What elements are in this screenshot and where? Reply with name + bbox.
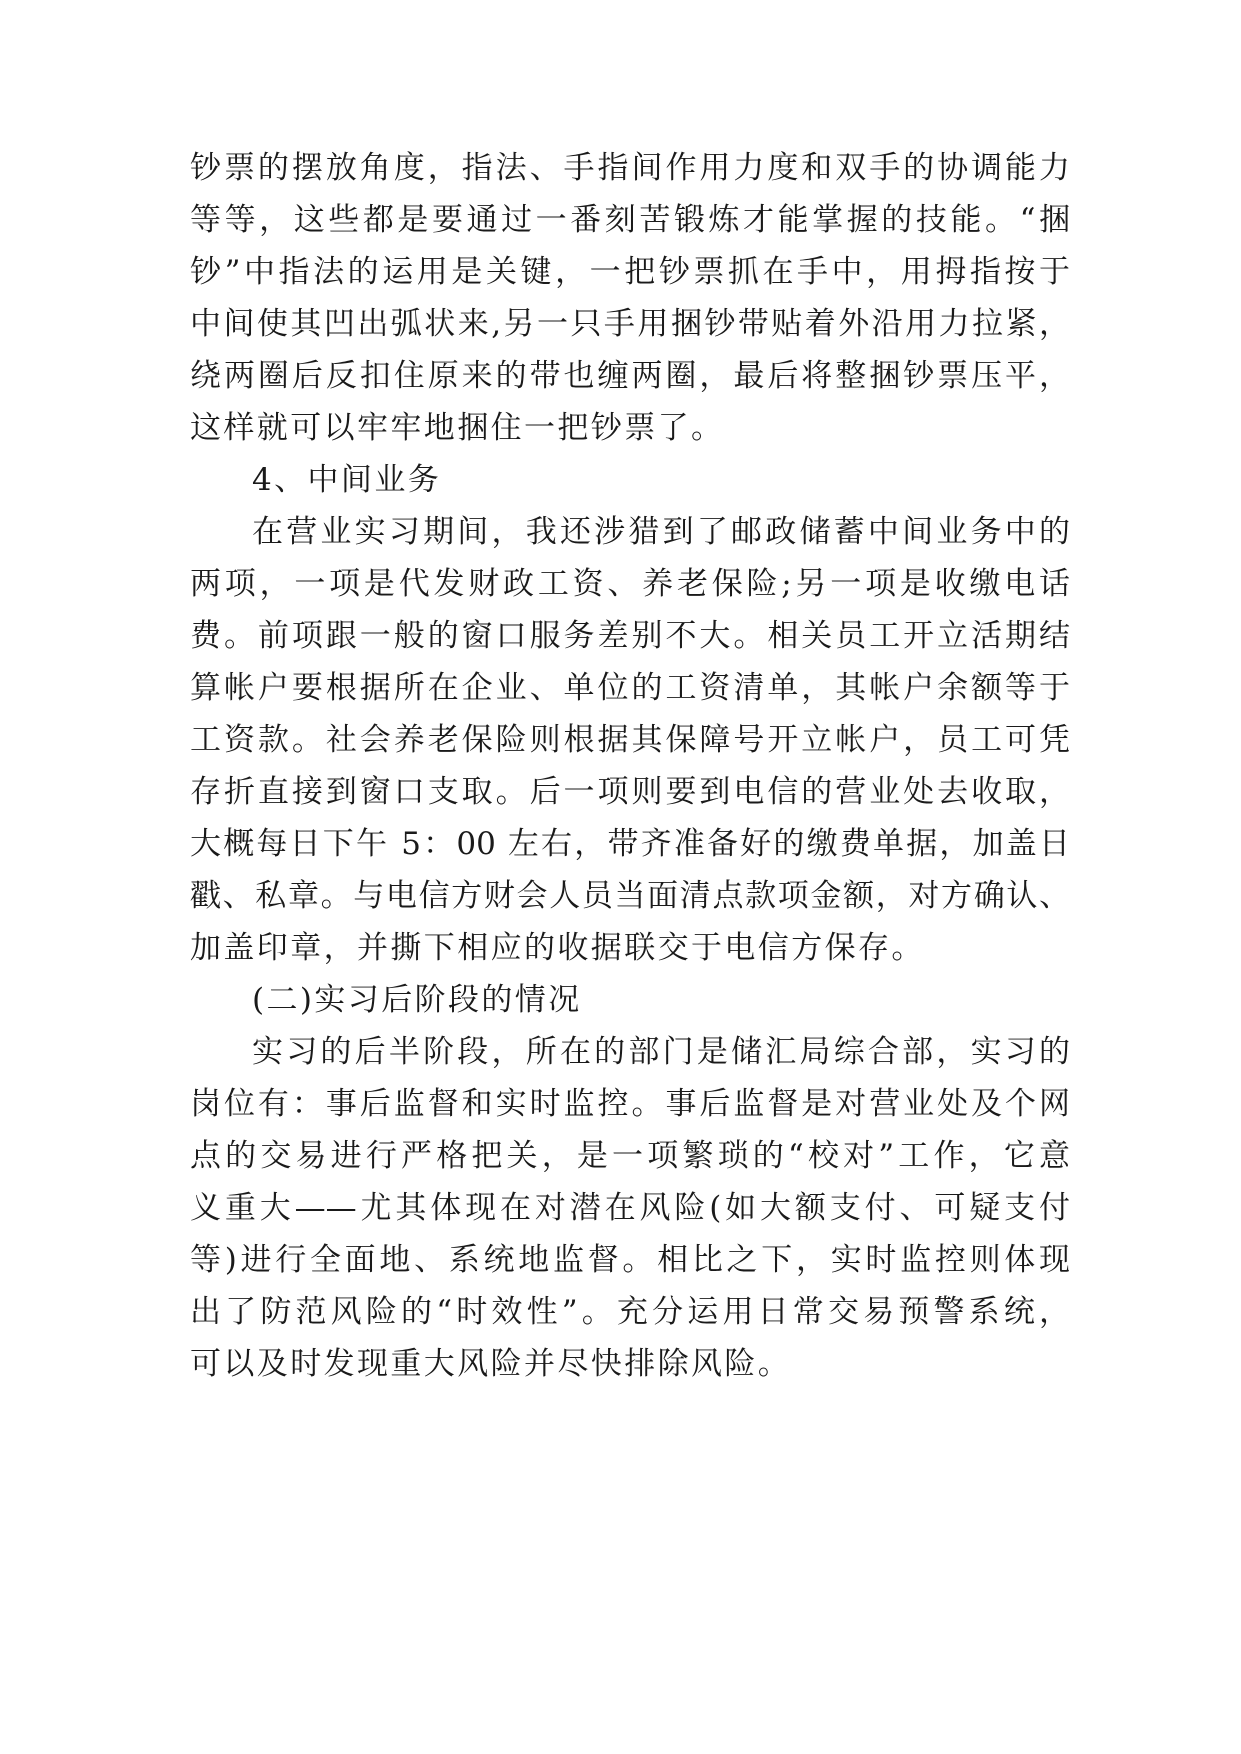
text-line: 绕两圈后反扣住原来的带也缠两圈，最后将整捆钞票压平， xyxy=(190,358,1070,394)
paragraph-start-line: 在营业实习期间，我还涉猎到了邮政储蓄中间业务中的 xyxy=(252,514,1070,550)
text-line: 大概每日下午 5：00 左右，带齐准备好的缴费单据，加盖日 xyxy=(190,826,1070,862)
text-line: 算帐户要根据所在企业、单位的工资清单，其帐户余额等于 xyxy=(190,670,1070,706)
text-line: 等)进行全面地、系统地监督。相比之下，实时监控则体现 xyxy=(190,1242,1070,1278)
text-line: 存折直接到窗口支取。后一项则要到电信的营业处去收取， xyxy=(190,774,1070,810)
section-heading: 4、中间业务 xyxy=(252,462,442,498)
text-line: 两项，一项是代发财政工资、养老保险;另一项是收缴电话 xyxy=(190,566,1070,602)
text-line: 钞”中指法的运用是关键，一把钞票抓在手中，用拇指按于 xyxy=(190,254,1070,290)
text-line: 钞票的摆放角度，指法、手指间作用力度和双手的协调能力 xyxy=(190,150,1070,186)
text-line: 戳、私章。与电信方财会人员当面清点款项金额，对方确认、 xyxy=(190,878,1070,914)
text-line: 义重大——尤其体现在对潜在风险(如大额支付、可疑支付 xyxy=(190,1190,1070,1226)
text-line: 工资款。社会养老保险则根据其保障号开立帐户，员工可凭 xyxy=(190,722,1070,758)
text-line: 加盖印章，并撕下相应的收据联交于电信方保存。 xyxy=(190,930,925,966)
text-line: 可以及时发现重大风险并尽快排除风险。 xyxy=(190,1346,792,1382)
text-line: 中间使其凹出弧状来,另一只手用捆钞带贴着外沿用力拉紧， xyxy=(190,306,1070,342)
text-line: 岗位有：事后监督和实时监控。事后监督是对营业处及个网 xyxy=(190,1086,1070,1122)
text-line: 等等，这些都是要通过一番刻苦锻炼才能掌握的技能。“捆 xyxy=(190,202,1070,238)
text-line: 费。前项跟一般的窗口服务差别不大。相关员工开立活期结 xyxy=(190,618,1070,654)
paragraph-start-line: 实习的后半阶段，所在的部门是储汇局综合部，实习的 xyxy=(252,1034,1070,1070)
text-line: 这样就可以牢牢地捆住一把钞票了。 xyxy=(190,410,725,446)
text-line: 点的交易进行严格把关，是一项繁琐的“校对”工作，它意 xyxy=(190,1138,1070,1174)
section-heading: (二)实习后阶段的情况 xyxy=(252,982,582,1018)
text-line: 出了防范风险的“时效性”。充分运用日常交易预警系统， xyxy=(190,1294,1070,1330)
